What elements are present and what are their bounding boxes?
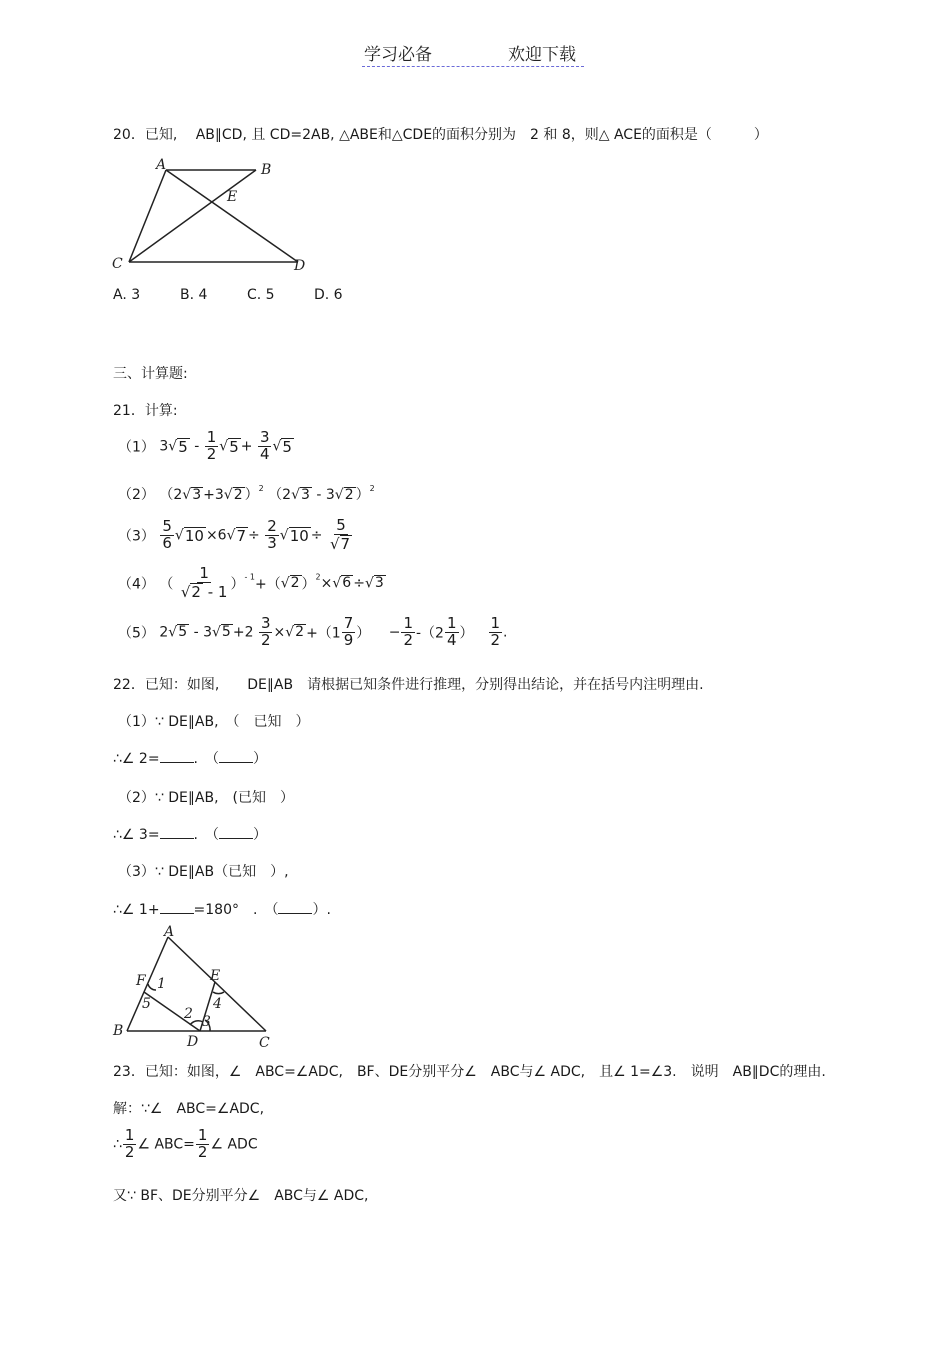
q21-expr-5: （5） 2√5 - 3√5 +2 $\frac{3}{2}$ ×√2 +（1 $\frac{7}{9}$ ） − $\frac{1}{2}$ -（2 $\frac{1}{4}$ ） $\frac{1}{2}$ .: [118, 614, 508, 649]
answer-blank[interactable]: [219, 826, 253, 839]
fraction: $\frac{1}{2}$: [206, 428, 217, 463]
q20-option-c: C. 5: [247, 287, 275, 303]
q22-figure: [108, 924, 278, 1049]
q22-line-4: ∴∠ 3= . （ ）: [113, 827, 267, 843]
q22-angle-3: 3: [202, 1014, 211, 1030]
q21-expr-3: （3） $\frac{5}{6}$ √10 ×6√7 ÷ $\frac{2}{3}$ √10 ÷ $\frac{5}{√7}$: [118, 516, 351, 553]
header-right: 欢迎下载: [508, 45, 576, 65]
q23-line-1: 解：∵∠ ABC=∠ADC,: [113, 1101, 265, 1117]
q20-stem: 20．已知, AB∥CD, 且 CD=2AB, △ABE和△CDE的面积分别为 2 和 8，则△ ACE的面积是（ ）: [113, 127, 768, 143]
q22-point-b: B: [113, 1023, 124, 1039]
fraction: $\frac{3}{4}$: [259, 428, 270, 463]
q20-point-e: E: [227, 189, 238, 205]
q20-point-a: A: [156, 157, 167, 173]
q22-angle-2: 2: [184, 1006, 193, 1022]
answer-blank[interactable]: [160, 826, 194, 839]
q22-line-6: ∴∠ 1+ =180° . （ ）.: [113, 902, 331, 918]
q21-label-4: （4）: [118, 576, 155, 593]
q22-angle-4: 4: [213, 996, 222, 1012]
q22-angle-5: 5: [142, 996, 151, 1012]
q20-option-d: D. 6: [314, 287, 343, 303]
q20-point-c: C: [112, 256, 123, 272]
q22-point-f: F: [136, 973, 146, 989]
q20-point-b: B: [261, 162, 272, 178]
q21-expr-4: （4） （ $\frac{1}{√2 - 1}$ ）$^{- 1}$+（√2 ）$^2$×√6 ÷√3: [118, 564, 384, 601]
q22-angle-1: 1: [157, 976, 166, 992]
q21-label-2: （2）: [118, 487, 155, 503]
q22-line-5: （3）∵ DE∥AB（已知 ）,: [118, 864, 289, 880]
q21-label-5: （5）: [118, 625, 155, 642]
q21-title: 21．计算:: [113, 403, 178, 419]
answer-blank[interactable]: [160, 901, 194, 914]
answer-blank[interactable]: [219, 750, 253, 763]
page-header: [362, 40, 584, 67]
q20-point-d: D: [294, 258, 306, 274]
answer-blank[interactable]: [160, 750, 194, 763]
q21-label-3: （3）: [118, 528, 155, 545]
q21-expr-1: （1） 3√5 - $\frac{1}{2}$ √5 + $\frac{3}{4}$ √5: [118, 428, 292, 463]
q20-option-a: A. 3: [113, 287, 141, 303]
section-title: 三、计算题:: [113, 366, 188, 382]
answer-blank[interactable]: [278, 901, 312, 914]
q22-point-e: E: [210, 968, 221, 984]
q22-line-1: （1）∵ DE∥AB, （ 已知 ）: [118, 714, 310, 730]
q23-line-3: 又∵ BF、DE分别平分∠ ABC与∠ ADC,: [113, 1188, 369, 1204]
q20-option-b: B. 4: [180, 287, 208, 303]
q22-point-d: D: [187, 1034, 199, 1049]
q21-expr-2: （2） （2√3 +3√2 ）$^2$ （2√3 - 3√2 ）$^2$: [118, 484, 375, 503]
header-left: 学习必备: [364, 45, 432, 65]
q21-label-1: （1）: [118, 439, 155, 456]
q23-stem: 23．已知：如图，∠ ABC=∠ADC, BF、DE分别平分∠ ABC与∠ ADC, 且∠ 1=∠3. 说明 AB∥DC的理由.: [113, 1064, 826, 1080]
q22-line-2: ∴∠ 2= . （ ）: [113, 751, 267, 767]
q20-figure: [108, 156, 313, 276]
q22-point-a: A: [164, 924, 175, 940]
q22-point-c: C: [259, 1035, 270, 1049]
q23-line-2: ∴ $\frac{1}{2}$ ∠ ABC= $\frac{1}{2}$ ∠ ADC: [113, 1126, 258, 1161]
q22-line-3: （2）∵ DE∥AB, (已知 ）: [118, 790, 294, 806]
q22-stem: 22．已知：如图, DE∥AB 请根据已知条件进行推理，分别得出结论，并在括号内注明理由.: [113, 677, 704, 693]
